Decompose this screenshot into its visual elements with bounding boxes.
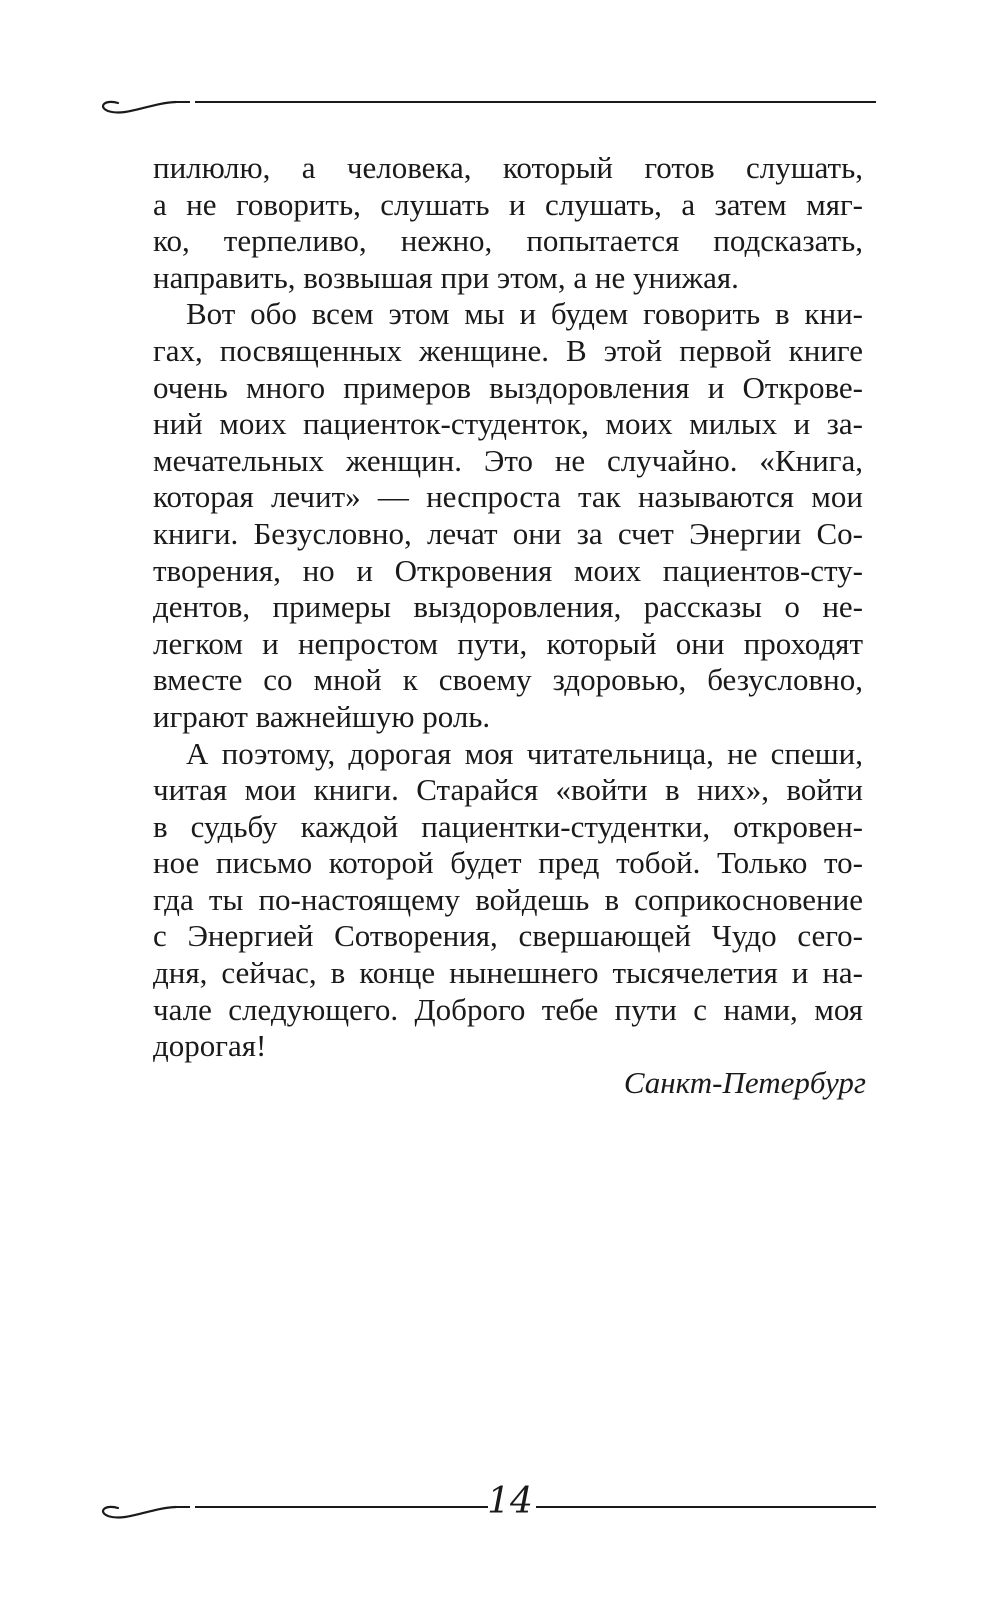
text-line: пилюлю, а человека, который готов слушать, [153, 150, 863, 185]
text-line: а не говорить, слушать и слушать, а затем мяг- [153, 186, 863, 222]
text-line: в судьбу каждой пациентки-студентки, откровен- [153, 808, 863, 844]
text-line: легком и непростом пути, который они проходят [153, 625, 863, 661]
text-line: с Энергией Сотворения, свершающей Чудо сего- [153, 918, 863, 954]
text-line: книги. Безусловно, лечат они за счет Энергии Со- [153, 515, 863, 551]
text-line: дорогая! [153, 1028, 267, 1064]
text-line: вместе со мной к своему здоровью, безусловно, [153, 662, 863, 698]
text-line: А поэтому, дорогая моя читательница, не спеши, [186, 735, 863, 771]
text-line: гах, посвященных женщине. В этой первой книге [153, 332, 863, 368]
text-line: дня, сейчас, в конце нынешнего тысячелетия и на- [153, 955, 863, 991]
body-text [153, 150, 863, 1065]
text-line: чале следующего. Доброго тебе пути с нами, моя [153, 991, 863, 1027]
text-line: очень много примеров выздоровления и Открове- [153, 369, 863, 405]
header-ornament [0, 75, 1000, 135]
signature-place: Санкт-Петербург [623, 1065, 866, 1100]
text-line: творения, но и Откровения моих пациентов-сту- [153, 552, 863, 588]
header-swirl [103, 102, 176, 113]
footer-swirl [103, 1507, 176, 1518]
text-line: направить, возвышая при этом, а не унижая. [153, 259, 739, 295]
text-line: которая лечит» — неспроста так называются мои [153, 479, 863, 515]
page-number: 14 [487, 1481, 533, 1522]
text-line: ное письмо которой будет пред тобой. Только то- [153, 845, 863, 881]
text-line: мечательных женщин. Это не случайно. «Книга, [153, 442, 863, 478]
text-line: дентов, примеры выздоровления, рассказы о не- [153, 589, 863, 625]
text-line: играют важнейшую роль. [153, 698, 491, 734]
text-line: читая мои книги. Старайся «войти в них», войти [153, 772, 863, 808]
text-line: ний моих пациенток-студенток, моих милых и за- [153, 406, 863, 442]
text-line: гда ты по-настоящему войдешь в соприкосновение [153, 881, 863, 917]
text-line: ко, терпеливо, нежно, попытается подсказать, [153, 223, 863, 259]
text-line: Вот обо всем этом мы и будем говорить в кни- [186, 296, 863, 332]
